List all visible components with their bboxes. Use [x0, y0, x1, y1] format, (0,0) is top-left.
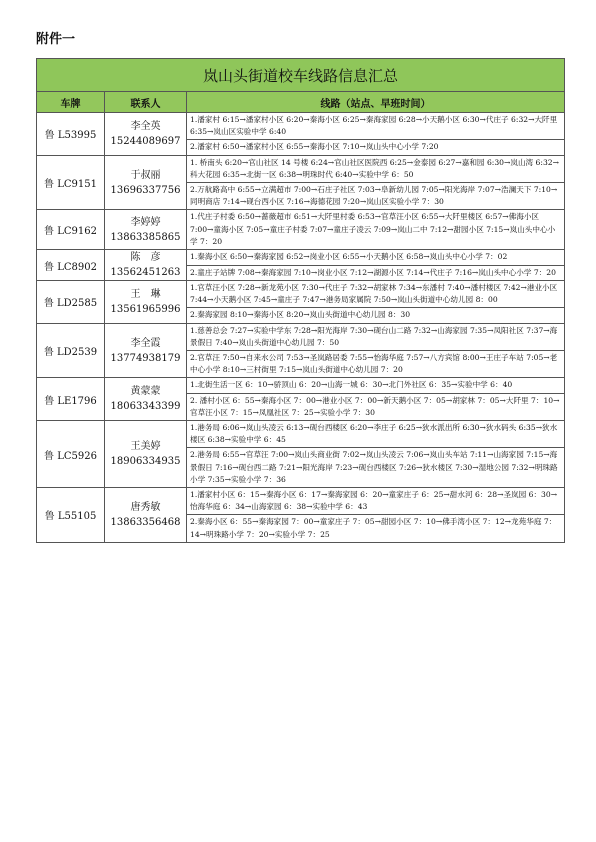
route-cell: 2. 潘村小区 6：55→秦海小区 7：00→港业小区 7：00→新天鹅小区 7：05→胡家林 7：05→大阡里 7：10→官草汪小区 7：15→凤凰社区 7：25→实验小学 7：30 — [187, 393, 565, 420]
route-cell: 2.秦海小区 6：55→秦海家园 7：00→童家庄子 7：05→甜园小区 7：10→佛手湾小区 7：12→龙苑华庭 7：14→明珠路小学 7：20→实验小学 7：25 — [187, 515, 565, 542]
contact-name: 陈 彦 — [130, 252, 161, 264]
plate-cell: 鲁 LD2539 — [37, 323, 105, 378]
table-row — [37, 421, 565, 448]
contact-name: 李婷婷 — [130, 216, 161, 228]
contact-cell — [105, 113, 187, 156]
contact-cell — [105, 323, 187, 378]
route-cell: 1.代庄子村委 6:50→蔷薇超市 6:51→大阡里村委 6:53→官草汪小区 6:55→大阡里楼区 6:57→佛海小区 7:00→童海小区 7:05→童庄子村委 7:07→童庄子凌云 7:09→岚山二中 7:12→甜园小区 7:15→岚山头中心小学 7：20 — [187, 210, 565, 250]
contact-cell — [105, 488, 187, 543]
header-contact: 联系人 — [105, 92, 187, 113]
table-row — [37, 488, 565, 515]
route-cell: 2.港务局 6:55→官草汪 7:00→岚山头商业街 7:02→岚山头凌云 7:06→岚山头车站 7:11→山海家园 7:15→海景假日 7:16→砚台西二路 7:21→阳光海岸 7:23→砚台西楼区 7:26→狄水楼区 7:30→湿地公园 7:32→明珠路小学 7:35→实验小学 7：36 — [187, 448, 565, 488]
table-row — [37, 155, 565, 182]
contact-cell — [105, 378, 187, 421]
contact-phone: 18906334935 — [110, 456, 181, 468]
plate-cell: 鲁 LC5926 — [37, 421, 105, 488]
route-cell: 2.童庄子站牌 7:08→秦海家园 7:10→岗业小区 7:12→湖源小区 7:14→代庄子 7:16→岚山头中心小学 7：20 — [187, 265, 565, 281]
contact-name: 于叔丽 — [130, 169, 161, 181]
header-route: 线路（站点、早班时间） — [187, 92, 565, 113]
contact-name: 黄蒙蒙 — [130, 386, 161, 398]
plate-cell: 鲁 LC8902 — [37, 250, 105, 281]
contact-phone: 13696337756 — [110, 184, 181, 196]
route-cell: 1.潘家村 6:15→潘家村小区 6:20→秦海小区 6:25→秦海家园 6:28→小天鹅小区 6:30→代庄子 6:32→大阡里 6:35→岚山区实验中学 6:40 — [187, 113, 565, 140]
attachment-label: 附件一 — [36, 32, 76, 47]
contact-phone: 13863385865 — [110, 231, 181, 243]
route-cell: 2.万航路高中 6:55→立满超市 7:00→石庄子社区 7:03→阜新幼儿园 7:05→阳光海岸 7:07→浩澜天下 7:10→同明商店 7:14→砚台西小区 7:16→海德花园 7:20→岚山区实验小学 7：30 — [187, 183, 565, 210]
contact-name: 王 琳 — [130, 288, 161, 300]
route-cell: 1.官草汪小区 7:28→新龙苑小区 7:30→代庄子 7:32→胡家林 7:34→东潘村 7:40→潘村楼区 7:42→港业小区 7:44→小天鹅小区 7:45→童庄子 7:47→港务局家属院 7:50→岚山头街道中心幼儿园 8：00 — [187, 281, 565, 308]
plate-cell: 鲁 L53995 — [37, 113, 105, 156]
route-cell: 1.潘家村小区 6：15→秦海小区 6：17→秦海家园 6：20→童家庄子 6：25→甜水河 6：28→圣岚园 6：30→怡海华庭 6：34→山海家园 6：38→实验中学 6：43 — [187, 488, 565, 515]
table-row — [37, 113, 565, 140]
contact-name: 王美婷 — [130, 441, 161, 453]
table-row — [37, 281, 565, 308]
contact-cell — [105, 250, 187, 281]
contact-phone: 15244089697 — [110, 135, 181, 147]
plate-cell: 鲁 L55105 — [37, 488, 105, 543]
route-sheet — [36, 58, 564, 543]
contact-cell — [105, 210, 187, 250]
header-plate: 车牌 — [37, 92, 105, 113]
route-cell: 2.秦海家园 8:10→秦海小区 8:20→岚山头街道中心幼儿园 8：30 — [187, 308, 565, 323]
plate-cell: 鲁 LC9151 — [37, 155, 105, 210]
plate-cell: 鲁 LD2585 — [37, 281, 105, 324]
route-cell: 1.秦海小区 6:50→秦海家园 6:52→岗业小区 6:55→小天鹅小区 6:58→岚山头中心小学 7：02 — [187, 250, 565, 266]
route-cell: 1.港务局 6:06→岚山头凌云 6:13→砚台西楼区 6:20→李庄子 6:25→狄水派出所 6:30→狄水码头 6:35→狄水楼区 6:38→实验中学 6：45 — [187, 421, 565, 448]
contact-name: 唐秀敏 — [130, 501, 161, 513]
contact-phone: 13562451263 — [110, 267, 181, 279]
route-cell: 1. 桥南头 6:20→官山社区 14 号楼 6:24→官山社区医院西 6:25→金泰园 6:27→嘉和园 6:30→岚山湾 6:32→科大花园 6:35→北街一区 6:38→明珠时代 6:40→实验中学 6：50 — [187, 155, 565, 182]
contact-phone: 13863356468 — [110, 516, 181, 528]
contact-cell — [105, 281, 187, 324]
table-row — [37, 378, 565, 393]
contact-phone: 13774938179 — [110, 352, 181, 364]
table-row — [37, 250, 565, 266]
route-cell: 2.官草汪 7:50→自来水公司 7:53→圣岚路居委 7:55→怡海华庭 7:57→八方宾馆 8:00→王庄子车站 7:05→老中心小学 8:10→三村街里 7:15→岚山头街道中心幼儿园 7：20 — [187, 351, 565, 378]
table-row — [37, 210, 565, 250]
contact-name: 李全英 — [130, 120, 161, 132]
route-table — [36, 58, 565, 543]
table-row — [37, 323, 565, 350]
table-body — [37, 113, 565, 543]
route-cell: 1.北街生活一区 6：10→骄顶山 6：20→山海一城 6：30→北门外社区 6：35→实验中学 6：40 — [187, 378, 565, 393]
contact-name: 李全霞 — [130, 337, 161, 349]
route-cell: 2.潘家村 6:50→潘家村小区 6:55→秦海小区 7:10→岚山头中心小学 7:20 — [187, 140, 565, 155]
plate-cell: 鲁 LC9162 — [37, 210, 105, 250]
contact-cell — [105, 155, 187, 210]
route-cell: 1.慈善总会 7:27→实验中学东 7:28→阳光海岸 7:30→砚台山二路 7:32→山海家园 7:35→凤阳社区 7:37→海景假日 7:40→岚山头街道中心幼儿园 7：50 — [187, 323, 565, 350]
contact-cell — [105, 421, 187, 488]
contact-phone: 18063343399 — [110, 401, 181, 413]
table-title: 岚山头街道校车线路信息汇总 — [37, 59, 565, 92]
plate-cell: 鲁 LE1796 — [37, 378, 105, 421]
contact-phone: 13561965996 — [110, 303, 181, 315]
